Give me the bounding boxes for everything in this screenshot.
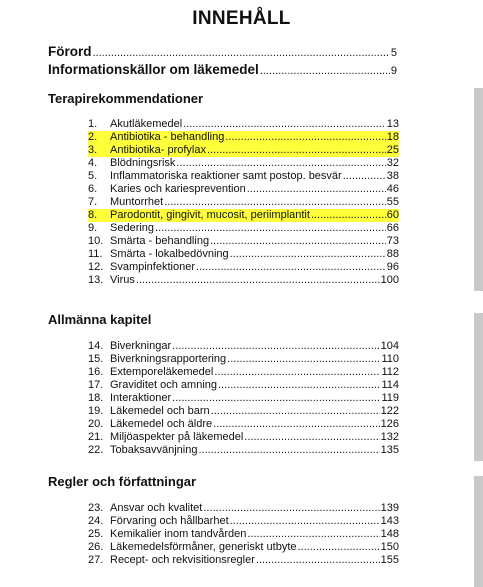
- dot-leader: [260, 65, 390, 77]
- toc-item-label: Inflammatoriska reaktioner samt postop. besvär: [110, 170, 342, 182]
- toc-entry-informationskallor[interactable]: [48, 62, 397, 79]
- toc-item-label: Recept- och rekvisitionsregler: [110, 554, 255, 566]
- toc-item-number: 2.: [88, 131, 98, 143]
- toc-item-highlighted[interactable]: [88, 144, 399, 157]
- toc-item-page: 66: [386, 222, 399, 234]
- toc-item[interactable]: [88, 170, 399, 183]
- toc-item[interactable]: [88, 541, 399, 554]
- dot-leader: [198, 444, 379, 457]
- toc-item-page: 25: [386, 144, 399, 156]
- section-heading-regler-och-forfattningar: Regler och författningar: [48, 474, 197, 489]
- toc-item-page: 32: [386, 157, 399, 169]
- toc-item-number: 10.: [88, 235, 104, 247]
- toc-item[interactable]: [88, 379, 399, 392]
- toc-item-page: 143: [380, 515, 399, 527]
- toc-item-label: Interaktioner: [110, 392, 172, 404]
- section-heading-terapirekommendationer: Terapirekommendationer: [48, 91, 204, 106]
- dot-leader: [225, 131, 385, 144]
- toc-entry-label: Förord: [48, 44, 92, 59]
- toc-item-number: 19.: [88, 405, 104, 417]
- dot-leader: [176, 157, 385, 170]
- toc-item-label: Parodontit, gingivit, mucosit, periimplantit: [110, 209, 310, 221]
- dot-leader: [343, 170, 386, 183]
- toc-item-page: 60: [386, 209, 399, 221]
- toc-item-label: Muntorrhet: [110, 196, 164, 208]
- toc-item-page: 38: [386, 170, 399, 182]
- toc-item-label: Läkemedelsförmåner, generiskt utbyte: [110, 541, 297, 553]
- dot-leader: [211, 405, 380, 418]
- dot-leader: [247, 528, 379, 541]
- dot-leader: [213, 418, 380, 431]
- dot-leader: [155, 222, 386, 235]
- toc-item-number: 6.: [88, 183, 98, 195]
- toc-item[interactable]: [88, 118, 399, 131]
- toc-item[interactable]: [88, 157, 399, 170]
- toc-item-number: 14.: [88, 340, 104, 352]
- toc-item-label: Läkemedel och äldre: [110, 418, 213, 430]
- toc-item[interactable]: [88, 248, 399, 261]
- toc-item[interactable]: [88, 196, 399, 209]
- dot-leader: [136, 274, 380, 287]
- toc-item-number: 13.: [88, 274, 104, 286]
- section-heading-allmanna-kapitel: Allmänna kapitel: [48, 312, 152, 327]
- toc-item-number: 18.: [88, 392, 104, 404]
- toc-item-number: 23.: [88, 502, 104, 514]
- dot-leader: [256, 554, 380, 567]
- dot-leader: [172, 392, 380, 405]
- toc-item[interactable]: [88, 554, 399, 567]
- dot-leader: [230, 515, 380, 528]
- dot-leader: [207, 144, 386, 157]
- toc-item-label: Kemikalier inom tandvården: [110, 528, 247, 540]
- toc-item[interactable]: [88, 340, 399, 353]
- toc-item-number: 24.: [88, 515, 104, 527]
- toc-item-label: Svampinfektioner: [110, 261, 195, 273]
- toc-item-page: 88: [386, 248, 399, 260]
- toc-item-page: 104: [380, 340, 399, 352]
- dot-leader: [172, 340, 380, 353]
- toc-item-label: Läkemedel och barn: [110, 405, 210, 417]
- toc-item[interactable]: [88, 353, 399, 366]
- toc-item[interactable]: [88, 366, 399, 379]
- dot-leader: [93, 47, 390, 59]
- dot-leader: [203, 502, 379, 515]
- toc-item-number: 26.: [88, 541, 104, 553]
- toc-item-label: Sedering: [110, 222, 155, 234]
- toc-item-number: 11.: [88, 248, 103, 260]
- dot-leader: [247, 183, 386, 196]
- side-tab: [474, 88, 483, 291]
- toc-item-number: 7.: [88, 196, 98, 208]
- toc-item-number: 16.: [88, 366, 104, 378]
- toc-item-label: Akutläkemedel: [110, 118, 183, 130]
- toc-item-page: 150: [380, 541, 399, 553]
- toc-item-number: 17.: [88, 379, 104, 391]
- toc-item-page: 100: [380, 274, 399, 286]
- dot-leader: [218, 379, 380, 392]
- toc-item-page: 155: [380, 554, 399, 566]
- toc-item-number: 3.: [88, 144, 98, 156]
- toc-item[interactable]: [88, 183, 399, 196]
- side-tab: [474, 476, 483, 587]
- toc-entry-page: 5: [390, 47, 397, 59]
- toc-item-page: 139: [380, 502, 399, 514]
- toc-item[interactable]: [88, 392, 399, 405]
- toc-item-page: 148: [380, 528, 399, 540]
- toc-item-label: Biverkningar: [110, 340, 172, 352]
- toc-item-number: 12.: [88, 261, 104, 273]
- toc-item-label: Graviditet och amning: [110, 379, 217, 391]
- toc-item-label: Antibiotika - behandling: [110, 131, 225, 143]
- toc-item-number: 21.: [88, 431, 104, 443]
- toc-item-page: 73: [386, 235, 399, 247]
- page-title: INNEHÅLL: [192, 8, 291, 29]
- toc-item-number: 22.: [88, 444, 104, 456]
- toc-item-page: 18: [386, 131, 399, 143]
- toc-item-label: Smärta - behandling: [110, 235, 210, 247]
- toc-item-label: Tobaksavvänjning: [110, 444, 198, 456]
- toc-item[interactable]: [88, 515, 399, 528]
- toc-item-label: Virus: [110, 274, 135, 286]
- toc-item-label: Biverkningsrapportering: [110, 353, 227, 365]
- toc-item[interactable]: [88, 528, 399, 541]
- toc-item-number: 27.: [88, 554, 104, 566]
- toc-item-number: 15.: [88, 353, 104, 365]
- dot-leader: [298, 541, 380, 554]
- toc-item-number: 8.: [88, 209, 98, 221]
- dot-leader: [164, 196, 386, 209]
- toc-entry-forord[interactable]: [48, 44, 397, 61]
- toc-item-number: 5.: [88, 170, 98, 182]
- toc-item[interactable]: [88, 502, 399, 515]
- dot-leader: [210, 235, 386, 248]
- toc-item-label: Extemporeläkemedel: [110, 366, 214, 378]
- toc-item-page: 122: [380, 405, 399, 417]
- toc-item[interactable]: [88, 235, 399, 248]
- toc-item-number: 4.: [88, 157, 98, 169]
- toc-item-label: Blödningsrisk: [110, 157, 176, 169]
- dot-leader: [311, 209, 386, 222]
- toc-item[interactable]: [88, 431, 399, 444]
- dot-leader: [196, 261, 386, 274]
- toc-item-page: 114: [381, 379, 399, 391]
- dot-leader: [227, 353, 380, 366]
- toc-item-label: Smärta - lokalbedövning: [110, 248, 229, 260]
- dot-leader: [183, 118, 386, 131]
- toc-item-label: Miljöaspekter på läkemedel: [110, 431, 244, 443]
- toc-entry-label: Informationskällor om läkemedel: [48, 62, 259, 77]
- toc-entry-page: 9: [390, 65, 397, 77]
- toc-item-page: 135: [380, 444, 399, 456]
- side-tab: [474, 313, 483, 461]
- toc-item[interactable]: [88, 444, 399, 457]
- toc-item-label: Karies och kariesprevention: [110, 183, 246, 195]
- toc-item-page: 119: [381, 392, 399, 404]
- toc-item-number: 1.: [88, 118, 98, 130]
- dot-leader: [214, 366, 380, 379]
- toc-item-page: 55: [386, 196, 399, 208]
- toc-item-number: 25.: [88, 528, 104, 540]
- toc-item-label: Ansvar och kvalitet: [110, 502, 203, 514]
- toc-item[interactable]: [88, 261, 399, 274]
- dot-leader: [244, 431, 379, 444]
- toc-item-page: 132: [380, 431, 399, 443]
- toc-item-number: 20.: [88, 418, 104, 430]
- toc-item[interactable]: [88, 222, 399, 235]
- toc-item-highlighted[interactable]: [88, 209, 399, 222]
- toc-item-page: 112: [381, 366, 399, 378]
- toc-item-label: Förvaring och hållbarhet: [110, 515, 229, 527]
- toc-item-page: 110: [381, 353, 399, 365]
- toc-item-highlighted[interactable]: [88, 131, 399, 144]
- toc-item-page: 126: [380, 418, 399, 430]
- toc-item-page: 96: [386, 261, 399, 273]
- toc-item-page: 46: [386, 183, 399, 195]
- toc-item-label: Antibiotika- profylax: [110, 144, 206, 156]
- toc-item-number: 9.: [88, 222, 98, 234]
- toc-item[interactable]: [88, 418, 399, 431]
- toc-item[interactable]: [88, 405, 399, 418]
- dot-leader: [230, 248, 386, 261]
- toc-item[interactable]: [88, 274, 399, 287]
- toc-item-page: 13: [386, 118, 399, 130]
